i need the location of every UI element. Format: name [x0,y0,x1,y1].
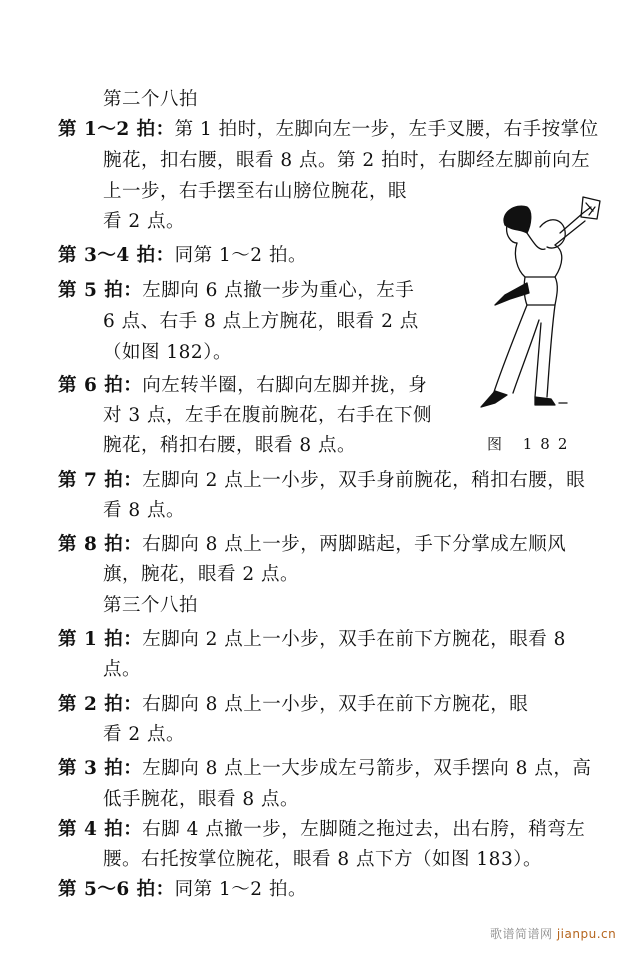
beat-label: 第 7 拍： [58,470,143,491]
beat-label: 第 1～2 拍： [58,119,175,140]
beat-line [58,245,307,267]
beat-text: 同第 1～2 拍。 [174,879,307,900]
beat-line [58,280,414,302]
beat-continuation: 对 3 点，左手在腹前腕花，右手在下侧 [103,405,433,426]
beat-continuation: 上一步，右手摆至右山膀位腕花，眼 [103,181,408,202]
beat-line [58,470,585,492]
beat-text: 左脚向 6 点撤一步为重心，左手 [142,280,415,301]
beat-label: 第 4 拍： [58,819,143,840]
beat-text: 右脚向 8 点上一小步，双手在前下方腕花，眼 [142,694,529,715]
beat-label: 第 8 拍： [58,534,143,555]
beat-line [58,375,427,397]
beat-label: 第 3 拍： [58,758,143,779]
beat-text: 右脚 4 点撤一步，左脚随之拖过去，出右胯，稍弯左 [142,819,586,840]
beat-text: 左脚向 8 点上一大步成左弓箭步，双手摆向 8 点，高 [142,758,592,779]
beat-continuation: 看 8 点。 [103,500,186,521]
section-heading: 第三个八拍 [103,595,199,616]
beat-continuation: 腰。右托按掌位腕花，眼看 8 点下方（如图 183）。 [103,849,542,870]
watermark-cn: 歌谱简谱网 [490,927,553,941]
beat-continuation: 旗，腕花，眼看 2 点。 [103,564,300,585]
beat-label: 第 5 拍： [58,280,143,301]
beat-text: 第 1 拍时，左脚向左一步，左手叉腰，右手按掌位 [174,119,599,140]
beat-line [58,879,307,901]
beat-text: 左脚向 2 点上一小步，双手在前下方腕花，眼看 8 [142,629,566,650]
beat-line [58,819,585,841]
beat-continuation: 看 2 点。 [103,211,186,232]
beat-continuation: 腕花，稍扣右腰，眼看 8 点。 [103,435,357,456]
beat-continuation: 点。 [103,659,142,680]
beat-continuation: 6 点、右手 8 点上方腕花，眼看 2 点 [103,311,419,332]
beat-line [58,119,599,141]
beat-label: 第 3～4 拍： [58,245,175,266]
beat-continuation: 低手腕花，眼看 8 点。 [103,789,300,810]
watermark-latin: jianpu.cn [556,927,617,941]
beat-label: 第 5～6 拍： [58,879,175,900]
beat-text: 向左转半圈，右脚向左脚并拢，身 [142,375,428,396]
beat-line [58,694,528,716]
beat-line [58,758,591,780]
beat-continuation: （如图 182）。 [103,342,232,363]
watermark [490,925,616,942]
beat-text: 左脚向 2 点上一小步，双手身前腕花，稍扣右腰，眼 [142,470,586,491]
beat-line [58,534,566,556]
beat-text: 同第 1～2 拍。 [174,245,307,266]
beat-continuation: 看 2 点。 [103,724,186,745]
beat-label: 第 2 拍： [58,694,143,715]
beat-continuation: 腕花，扣右腰，眼看 8 点。第 2 拍时，右脚经左脚前向左 [103,150,591,171]
beat-label: 第 1 拍： [58,629,143,650]
beat-text: 右脚向 8 点上一步，两脚踮起，手下分掌成左顺风 [142,534,567,555]
beat-label: 第 6 拍： [58,375,143,396]
section-heading: 第二个八拍 [103,89,199,110]
figure-caption: 图 182 [487,435,576,453]
dancer-illustration-icon [455,185,605,415]
beat-line [58,629,566,651]
